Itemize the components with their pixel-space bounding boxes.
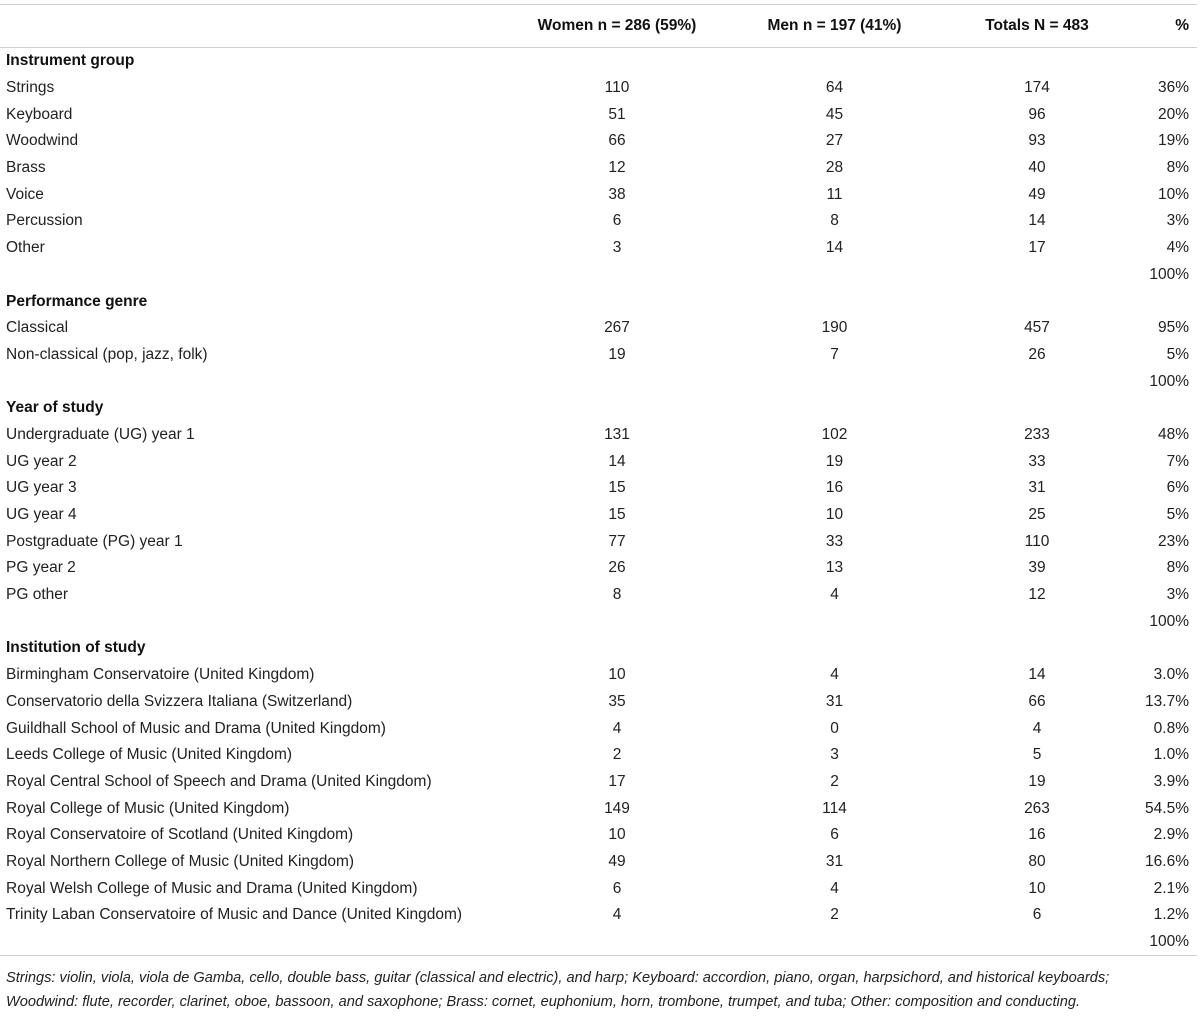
table-row (0, 422, 1197, 449)
table-row (0, 742, 1197, 769)
percent-value: 5% (1166, 345, 1189, 363)
total-count (957, 48, 1117, 75)
percent-value: 100% (1149, 612, 1189, 630)
women-count: 3 (612, 239, 622, 257)
men-count: 0 (830, 719, 839, 737)
total-count: 40 (1028, 159, 1046, 177)
section-header-row (0, 48, 1197, 75)
total-count: 17 (1028, 239, 1046, 257)
men-count: 7 (830, 345, 839, 363)
total-count: 26 (1028, 345, 1046, 363)
table-row (0, 662, 1197, 689)
total-count: 110 (1024, 532, 1050, 550)
women-count (522, 288, 712, 315)
footnote-line: Strings: violin, viola, viola de Gamba, cello, double bass, guitar (classical and electric), and harp; Keyboard: accordion, piano, organ, harpsichord, and historical keyboards; (6, 970, 1110, 986)
total-count: 14 (1028, 212, 1046, 230)
women-count (522, 368, 712, 395)
percent-value: 3.0% (1153, 666, 1189, 684)
footnote-line: Woodwind: flute, recorder, clarinet, oboe, bassoon, and saxophone; Brass: cornet, euphonium, horn, trombone, trumpet, and tuba; Other: composition and conducting. (6, 994, 1081, 1010)
row-label: Keyboard (6, 105, 73, 123)
percent-value: 20% (1157, 105, 1189, 123)
total-count: 12 (1028, 586, 1046, 604)
percent-value: 19% (1157, 132, 1189, 150)
subtotal-row (0, 929, 1197, 956)
percent-value (1117, 395, 1197, 422)
demographics-table (0, 4, 1197, 956)
total-count: 6 (1032, 906, 1042, 924)
table-row (0, 448, 1197, 475)
percent-value: 36% (1157, 79, 1189, 97)
table-row (0, 795, 1197, 822)
row-label: Instrument group (6, 52, 135, 70)
row-label: Guildhall School of Music and Drama (United Kingdom) (6, 719, 386, 737)
header-totals: Totals N = 483 (957, 5, 1117, 48)
row-label: Royal Central School of Speech and Drama (United Kingdom) (6, 772, 432, 790)
total-count: 16 (1028, 826, 1046, 844)
men-count: 16 (825, 479, 844, 497)
table-header (0, 5, 1197, 48)
row-label: Non-classical (pop, jazz, folk) (6, 345, 208, 363)
subtotal-row (0, 262, 1197, 289)
table-footnote (6, 966, 1194, 1014)
percent-value: 100% (1117, 929, 1197, 956)
total-count (957, 608, 1117, 635)
table-row (0, 128, 1197, 155)
women-count: 49 (608, 852, 626, 870)
table-row (0, 315, 1197, 342)
row-label: PG year 2 (6, 559, 76, 577)
row-label: Birmingham Conservatoire (United Kingdom) (6, 666, 315, 684)
table-row (0, 208, 1197, 235)
men-count (712, 288, 957, 315)
row-label: UG year 4 (6, 506, 77, 524)
men-count (712, 368, 957, 395)
percent-value: 0.8% (1153, 719, 1189, 737)
total-count: 5 (1032, 746, 1042, 764)
total-count: 19 (1028, 772, 1046, 790)
table-row (0, 528, 1197, 555)
men-count: 190 (821, 319, 848, 337)
men-count: 19 (825, 452, 844, 470)
percent-value: 16.6% (1145, 852, 1189, 870)
percent-value (1117, 288, 1197, 315)
women-count: 19 (608, 345, 626, 363)
section-header-row (0, 288, 1197, 315)
women-count: 15 (608, 479, 626, 497)
row-label: Postgraduate (PG) year 1 (6, 532, 183, 550)
percent-value: 2.1% (1153, 879, 1189, 897)
percent-value: 2.9% (1153, 826, 1189, 844)
men-count: 31 (825, 852, 844, 870)
total-count: 25 (1028, 506, 1046, 524)
women-count: 267 (604, 319, 630, 337)
table-row (0, 75, 1197, 102)
total-count: 457 (1024, 319, 1050, 337)
women-count: 12 (608, 159, 626, 177)
total-count: 233 (1024, 425, 1050, 443)
percent-value: 5% (1166, 506, 1189, 524)
men-count: 33 (825, 532, 844, 550)
men-count (712, 48, 957, 75)
total-count: 263 (1024, 799, 1050, 817)
men-count: 10 (825, 506, 844, 524)
total-count: 14 (1028, 666, 1046, 684)
table-row (0, 715, 1197, 742)
men-count: 2 (830, 906, 839, 924)
row-label: Leeds College of Music (United Kingdom) (6, 746, 293, 764)
women-count: 131 (604, 425, 630, 443)
total-count: 31 (1028, 479, 1046, 497)
men-count: 11 (826, 185, 843, 203)
table-row (0, 582, 1197, 609)
percent-value: 100% (1149, 372, 1189, 390)
women-count: 17 (608, 772, 626, 790)
row-label: Royal Welsh College of Music and Drama (United Kingdom) (6, 879, 418, 897)
men-count: 14 (825, 239, 844, 257)
women-count: 66 (608, 132, 626, 150)
men-count: 31 (825, 692, 844, 710)
table-row (0, 689, 1197, 716)
row-label: Other (6, 239, 45, 257)
men-count: 102 (821, 425, 848, 443)
percent-value (1117, 48, 1197, 75)
total-count: 39 (1028, 559, 1046, 577)
header-percent: % (1117, 5, 1197, 48)
row-label: Trinity Laban Conservatoire of Music and Dance (United Kingdom) (6, 906, 463, 924)
women-count (522, 395, 712, 422)
table-row (0, 875, 1197, 902)
women-count: 8 (612, 586, 622, 604)
percent-value: 23% (1157, 532, 1189, 550)
row-label: Classical (6, 319, 69, 337)
table-row (0, 475, 1197, 502)
total-count: 96 (1028, 105, 1046, 123)
women-count: 35 (608, 692, 626, 710)
table-body (0, 48, 1197, 956)
total-count: 33 (1028, 452, 1046, 470)
percent-value: 4% (1166, 239, 1189, 257)
total-count (957, 395, 1117, 422)
table-row (0, 235, 1197, 262)
total-count: 66 (1028, 692, 1046, 710)
table-row (0, 555, 1197, 582)
row-label (0, 368, 522, 395)
men-count: 4 (830, 879, 839, 897)
table-row (0, 822, 1197, 849)
men-count: 45 (825, 105, 844, 123)
total-count: 80 (1028, 852, 1046, 870)
table-row (0, 155, 1197, 182)
women-count: 51 (608, 105, 626, 123)
percent-value: 3% (1166, 586, 1189, 604)
women-count (522, 608, 712, 635)
men-count (712, 262, 957, 289)
men-count (712, 929, 957, 956)
header-row (0, 5, 1197, 48)
total-count: 49 (1028, 185, 1046, 203)
men-count: 4 (830, 666, 839, 684)
row-label: Voice (6, 185, 44, 203)
subtotal-row (0, 368, 1197, 395)
header-women: Women n = 286 (59%) (522, 5, 712, 48)
total-count: 10 (1028, 879, 1046, 897)
men-count: 8 (830, 212, 839, 230)
table-row (0, 769, 1197, 796)
men-count: 13 (825, 559, 844, 577)
women-count: 6 (612, 879, 622, 897)
percent-value: 8% (1166, 559, 1189, 577)
section-header-row (0, 635, 1197, 662)
percent-value: 3.9% (1153, 772, 1189, 790)
table-row (0, 101, 1197, 128)
row-label: UG year 2 (6, 452, 77, 470)
total-count: 174 (1024, 79, 1050, 97)
total-count: 4 (1032, 719, 1042, 737)
women-count: 15 (608, 506, 626, 524)
row-label: Strings (6, 79, 55, 97)
percent-value: 48% (1157, 425, 1189, 443)
men-count (712, 608, 957, 635)
women-count: 110 (604, 79, 630, 97)
header-men: Men n = 197 (41%) (712, 5, 957, 48)
women-count: 14 (608, 452, 626, 470)
total-count (957, 262, 1117, 289)
percent-value: 95% (1157, 319, 1189, 337)
table-row (0, 502, 1197, 529)
row-label: Year of study (6, 399, 104, 417)
total-count (957, 368, 1117, 395)
women-count: 38 (608, 185, 626, 203)
percent-value: 54.5% (1145, 799, 1189, 817)
men-count: 3 (830, 746, 839, 764)
section-header-row (0, 395, 1197, 422)
row-label (0, 929, 522, 956)
percent-value: 100% (1149, 265, 1189, 283)
percent-value: 7% (1166, 452, 1189, 470)
table-row (0, 342, 1197, 369)
percent-value: 13.7% (1145, 692, 1189, 710)
men-count: 6 (830, 826, 839, 844)
row-label: Royal Northern College of Music (United Kingdom) (6, 852, 355, 870)
total-count (957, 635, 1117, 662)
men-count: 4 (830, 586, 839, 604)
percent-value: 1.0% (1153, 746, 1189, 764)
women-count: 26 (608, 559, 626, 577)
table-row (0, 849, 1197, 876)
row-label: Royal College of Music (United Kingdom) (6, 799, 290, 817)
row-label (0, 262, 522, 289)
row-label: Royal Conservatoire of Scotland (United Kingdom) (6, 826, 354, 844)
percent-value: 8% (1166, 159, 1189, 177)
women-count (522, 48, 712, 75)
men-count: 27 (825, 132, 844, 150)
row-label: Conservatorio della Svizzera Italiana (Switzerland) (6, 692, 353, 710)
women-count: 149 (604, 799, 630, 817)
women-count: 77 (608, 532, 626, 550)
men-count: 28 (825, 159, 844, 177)
subtotal-row (0, 608, 1197, 635)
percent-value: 10% (1157, 185, 1189, 203)
women-count: 4 (612, 906, 622, 924)
men-count (712, 395, 957, 422)
men-count: 114 (822, 799, 847, 817)
total-count (957, 288, 1117, 315)
women-count (522, 262, 712, 289)
women-count: 10 (608, 666, 626, 684)
row-label: Woodwind (6, 132, 79, 150)
total-count: 93 (1028, 132, 1046, 150)
row-label: Percussion (6, 212, 83, 230)
row-label: Performance genre (6, 292, 148, 310)
percent-value: 6% (1166, 479, 1189, 497)
women-count: 2 (612, 746, 622, 764)
women-count (522, 929, 712, 956)
women-count: 6 (612, 212, 622, 230)
row-label: Institution of study (6, 639, 146, 657)
women-count: 10 (608, 826, 626, 844)
row-label: UG year 3 (6, 479, 77, 497)
table-row (0, 902, 1197, 929)
percent-value (1117, 635, 1197, 662)
women-count (522, 635, 712, 662)
percent-value: 1.2% (1153, 906, 1189, 924)
header-blank (0, 5, 522, 48)
women-count: 4 (612, 719, 622, 737)
row-label: Undergraduate (UG) year 1 (6, 425, 195, 443)
table-row (0, 181, 1197, 208)
row-label: PG other (6, 586, 69, 604)
percent-value: 3% (1166, 212, 1189, 230)
total-count (957, 929, 1117, 956)
men-count: 2 (830, 772, 839, 790)
men-count (712, 635, 957, 662)
row-label (0, 608, 522, 635)
row-label: Brass (6, 159, 46, 177)
men-count: 64 (825, 79, 844, 97)
